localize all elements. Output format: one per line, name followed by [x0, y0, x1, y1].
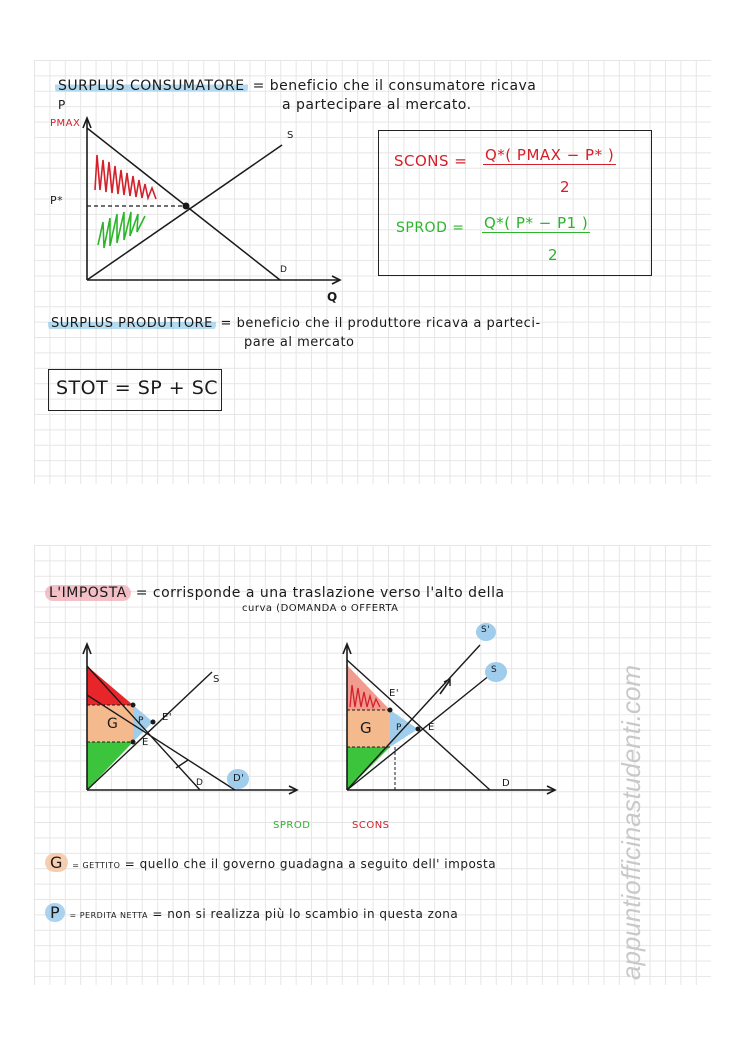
perdita-label: = PERDITA NETTA: [69, 911, 148, 920]
gettito-definition: [45, 853, 496, 872]
sprod-denominator: 2: [548, 246, 559, 264]
consumer-surplus-title: SURPLUS CONSUMATORE: [55, 78, 248, 94]
scons-denominator: 2: [560, 178, 571, 196]
gettito-label: = GETTITO: [72, 861, 121, 870]
right-supply-prime-label: S': [481, 625, 491, 635]
legend-scons: SCONS: [352, 820, 390, 831]
left-supply-label: S: [213, 674, 220, 685]
right-loss-label: P: [396, 723, 402, 733]
producer-surplus-title: SURPLUS PRODUTTORE: [48, 316, 216, 331]
tax-title: L'IMPOSTA: [45, 585, 131, 601]
right-demand-label: D: [502, 778, 511, 789]
producer-surplus-definition-line1: = beneficio che il produttore ricava a parteci-: [220, 316, 541, 331]
left-loss-label: P: [138, 716, 144, 726]
gettito-text: = quello che il governo guadagna a seguito dell' imposta: [124, 857, 497, 871]
legend-sprod: SPROD: [273, 820, 311, 831]
left-e-prime-label: E': [162, 712, 173, 723]
p-star-label: P*: [50, 194, 64, 207]
p-axis-label: P: [58, 98, 66, 112]
right-e-prime-label: E': [389, 688, 400, 699]
left-demand-prime-label: D': [233, 773, 245, 784]
left-revenue-label: G: [107, 716, 119, 732]
right-supply-label: S: [491, 665, 498, 675]
sprod-numerator: Q*( P* − P1 ): [484, 214, 589, 232]
scons-numerator: Q*( PMAX − P* ): [485, 146, 615, 164]
left-e-label: E: [142, 737, 149, 748]
total-surplus-formula: STOT = SP + SC: [56, 377, 219, 399]
watermark-text: appuntiofficinastudenti.com: [616, 664, 646, 980]
tax-definition-line2: curva (DOMANDA o OFFERTA: [242, 603, 399, 614]
perdita-text: = non si realizza più lo scambio in questa zona: [152, 907, 459, 921]
right-revenue-label: G: [360, 719, 373, 737]
pmax-label: PMAX: [50, 118, 81, 129]
gettito-letter: G: [45, 853, 68, 872]
q-axis-label: Q: [327, 290, 338, 304]
perdita-definition: [45, 903, 458, 922]
right-e-label: E: [428, 722, 435, 733]
left-demand-label: D: [196, 778, 204, 788]
perdita-letter: P: [45, 903, 65, 922]
producer-surplus-definition-line2: pare al mercato: [244, 335, 355, 350]
consumer-surplus-definition-line1: = beneficio che il consumatore ricava: [252, 78, 537, 94]
consumer-surplus-definition-line2: a partecipare al mercato.: [282, 97, 472, 113]
right-tax-chart: [343, 644, 555, 794]
tax-definition-line1: = corrisponde a una traslazione verso l'alto della: [135, 585, 505, 601]
scons-lhs: SCONS =: [394, 152, 468, 170]
sprod-lhs: SPROD =: [396, 220, 465, 236]
watermark: [600, 540, 660, 980]
demand-label: D: [280, 265, 288, 275]
supply-label: S: [287, 130, 294, 141]
